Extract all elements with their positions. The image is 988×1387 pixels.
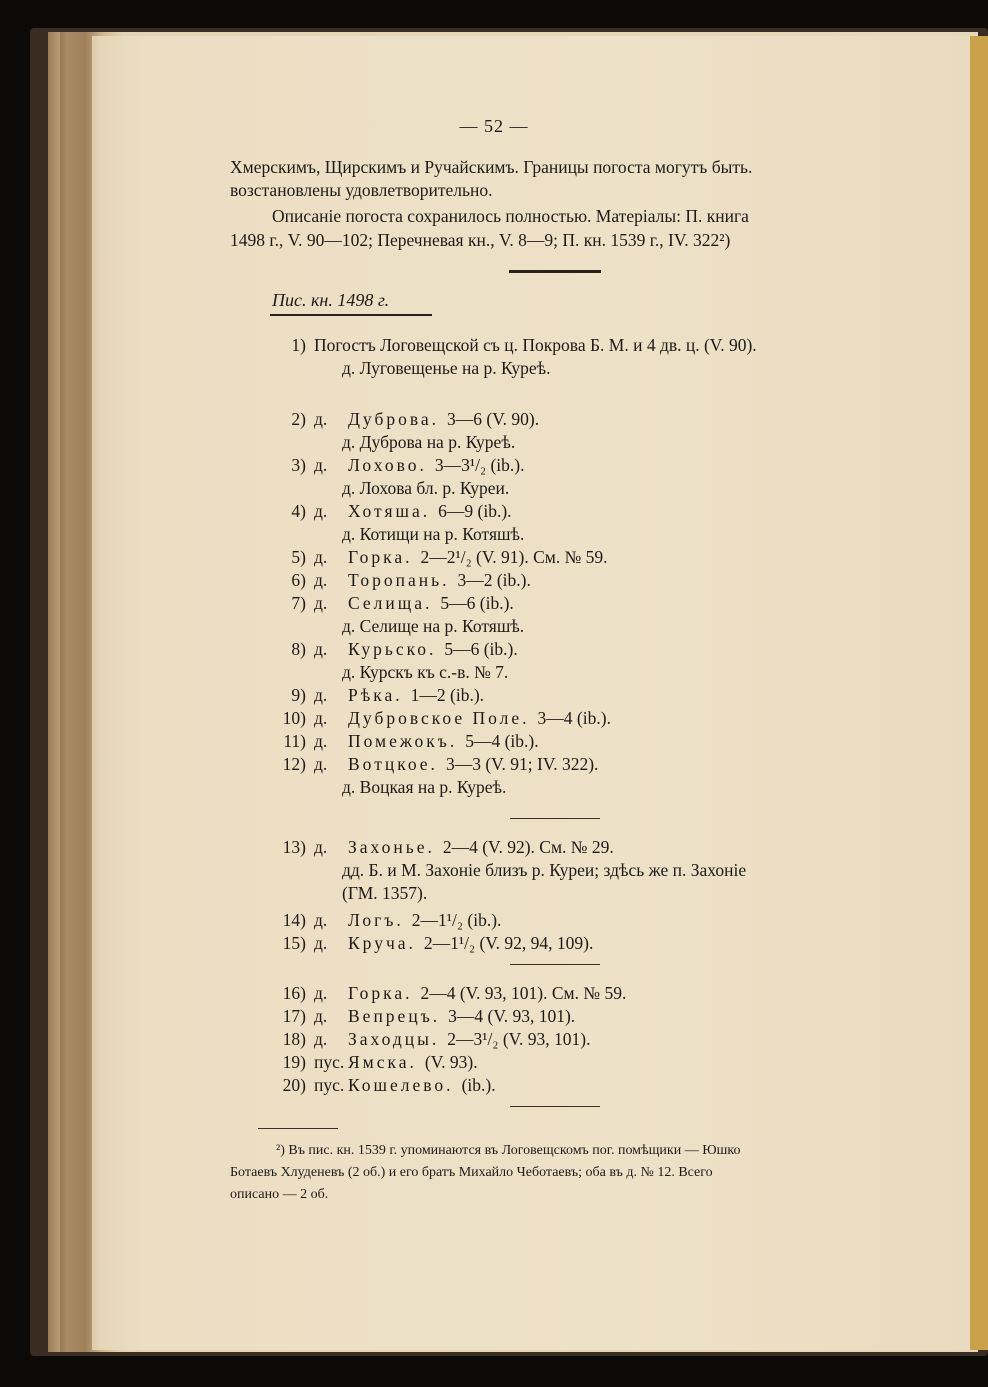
entry-number: 9) — [291, 685, 306, 705]
entry-note: д. Курскъ къ с.-в. № 7. — [342, 662, 509, 682]
group-divider — [510, 1106, 600, 1107]
entry-number: 3) — [291, 455, 306, 475]
footnote-line-3: описано — 2 об. — [230, 1187, 329, 1202]
intro-line-3: Описаніе погоста сохранилось полностью. Матеріалы: П. книга — [272, 206, 749, 226]
entry-number: 10) — [282, 708, 306, 728]
entry-number: 19) — [282, 1052, 306, 1072]
entry-name: Помежокъ. — [348, 731, 458, 751]
entry-name: Хотяша. — [348, 501, 431, 521]
entry-number: 15) — [282, 933, 306, 953]
entry-name: Лохово. — [348, 455, 427, 475]
entry-note: д. Луговещенье на р. Куреѣ. — [342, 358, 551, 378]
entry-row — [262, 1005, 575, 1028]
entry-number: 11) — [283, 731, 306, 751]
entry-kind: пус. — [314, 1052, 345, 1072]
entry-detail: 5—6 (ib.). — [444, 639, 518, 659]
entry-detail: 2—1¹/₂ (V. 92, 94, 109). — [423, 933, 594, 953]
entry-detail: 5—6 (ib.). — [440, 593, 514, 613]
entry-detail: 3—4 (V. 93, 101). — [448, 1006, 576, 1026]
entry-number: 18) — [282, 1029, 306, 1049]
section-title: Пис. кн. 1498 г. — [272, 290, 390, 310]
entry-kind: д. — [314, 570, 328, 590]
entry-detail: 5—4 (ib.). — [465, 731, 539, 751]
entry-kind: д. — [314, 547, 328, 567]
entry-name: Захонье. — [348, 837, 435, 857]
entry-row — [262, 909, 501, 932]
entry-name: Рѣка. — [348, 685, 403, 705]
entry-detail: 2—3¹/₂ (V. 93, 101). — [447, 1029, 591, 1049]
entry-kind: д. — [314, 501, 328, 521]
entry-row — [262, 836, 614, 859]
entry-detail: 3—4 (ib.). — [537, 708, 611, 728]
footnote-rule — [258, 1128, 338, 1129]
entry-number: 12) — [282, 754, 306, 774]
entry-number: 7) — [291, 593, 306, 613]
entry-number: 5) — [291, 547, 306, 567]
entry-name: Горка. — [348, 547, 413, 567]
footnote-line-2: Ботаевъ Хлуденевъ (2 об.) и его братъ Михайло Чеботаевъ; оба въ д. № 12. Всего — [230, 1165, 713, 1180]
entry-name: Горка. — [348, 983, 413, 1003]
intro-line-2: возстановлены удовлетворительно. — [230, 180, 493, 200]
page-number: — 52 — — [459, 116, 529, 136]
entry-name: Селища. — [348, 593, 433, 613]
entry-kind: д. — [314, 837, 328, 857]
gutter-shadow — [60, 32, 100, 1352]
entry-name: Торопань. — [348, 570, 450, 590]
entry-row — [262, 546, 608, 569]
entry-number: 20) — [282, 1075, 306, 1095]
section-divider — [509, 270, 601, 273]
entry-detail: 2—2¹/₂ (V. 91). См. № 59. — [420, 547, 608, 567]
entry-number: 8) — [291, 639, 306, 659]
entry-row — [262, 454, 524, 477]
entry-number: 6) — [291, 570, 306, 590]
footnote-line-1: ²) Въ пис. кн. 1539 г. упоминаются въ Логовещскомъ пог. помѣщики — Юшко — [276, 1143, 741, 1158]
entry-number: 13) — [282, 837, 306, 857]
entry-row — [262, 932, 593, 955]
entry-name: Вепрецъ. — [348, 1006, 441, 1026]
intro-line-1: Хмерскимъ, Щирскимъ и Ручайскимъ. Границы погоста могутъ быть. — [230, 157, 753, 177]
entry-name: Дубровское Поле. — [348, 708, 530, 728]
entry-name: Кошелево. — [348, 1075, 454, 1095]
entry-row — [262, 982, 626, 1005]
entry-row — [262, 684, 484, 707]
entry-note: д. Воцкая на р. Куреѣ. — [342, 777, 507, 797]
entry-note: д. Котищи на р. Котяшѣ. — [342, 524, 525, 544]
entry-note: дд. Б. и М. Захоніе близъ р. Куреи; здѣсь же п. Захоніе — [342, 860, 747, 880]
entry-kind: д. — [314, 1029, 328, 1049]
book-right-edge — [970, 36, 988, 1350]
entry-detail: 3—3¹/₂ (ib.). — [434, 455, 525, 475]
entry-number: 14) — [282, 910, 306, 930]
entry-number: 2) — [291, 409, 306, 429]
entry-detail: 6—9 (ib.). — [438, 501, 512, 521]
entry-kind: д. — [314, 910, 328, 930]
entry-kind: д. — [314, 933, 328, 953]
entry-kind: д. — [314, 409, 328, 429]
entry-name: Вотцкое. — [348, 754, 438, 774]
entry-number: 17) — [282, 1006, 306, 1026]
entry-kind: д. — [314, 708, 328, 728]
entry-name: Дуброва. — [348, 409, 440, 429]
entry-number: 1) — [291, 335, 306, 355]
entry-detail: (V. 93). — [424, 1052, 478, 1072]
entry-kind: д. — [314, 685, 328, 705]
group-divider — [510, 964, 600, 965]
entry-row — [262, 334, 757, 357]
entry-kind: д. — [314, 731, 328, 751]
entry-note: (ГМ. 1357). — [342, 883, 428, 903]
entry-row — [262, 500, 512, 523]
entry-kind: д. — [314, 593, 328, 613]
entry-kind: д. — [314, 1006, 328, 1026]
intro-line-4: 1498 г., V. 90—102; Перечневая кн., V. 8—9; П. кн. 1539 г., IV. 322²) — [230, 230, 731, 250]
entry-detail: 3—6 (V. 90). — [447, 409, 540, 429]
entry-name: Логъ. — [348, 910, 404, 930]
entry-kind: д. — [314, 455, 328, 475]
entry-note: д. Дуброва на р. Куреѣ. — [342, 432, 516, 452]
entry-row — [262, 1028, 591, 1051]
entry-name: Круча. — [348, 933, 416, 953]
section-title-underline — [270, 314, 432, 316]
entry-detail: 2—4 (V. 92). См. № 29. — [442, 837, 614, 857]
entry-row — [262, 730, 539, 753]
group-divider — [510, 818, 600, 819]
entry-kind: д. — [314, 639, 328, 659]
entry-row — [262, 408, 539, 431]
entry-number: 16) — [282, 983, 306, 1003]
entry-row — [262, 592, 514, 615]
entry-row — [262, 638, 518, 661]
entry-name: Курьско. — [348, 639, 437, 659]
entry-note: д. Лохова бл. р. Куреи. — [342, 478, 510, 498]
entry-detail: 3—2 (ib.). — [457, 570, 531, 590]
entry-detail: 2—4 (V. 93, 101). См. № 59. — [420, 983, 627, 1003]
entry-note: д. Селище на р. Котяшѣ. — [342, 616, 525, 636]
entry-name: Заходцы. — [348, 1029, 440, 1049]
entry-kind: пус. — [314, 1075, 345, 1095]
entry-row — [262, 1074, 496, 1097]
entry-row — [262, 707, 611, 730]
entry-detail: 1—2 (ib.). — [410, 685, 485, 705]
entry-name: Ямска. — [348, 1052, 417, 1072]
entry-row — [262, 753, 598, 776]
entry-detail: (ib.). — [461, 1075, 496, 1095]
entry-detail: 3—3 (V. 91; IV. 322). — [445, 754, 599, 774]
entry-row — [262, 1051, 478, 1074]
entry-row — [262, 569, 531, 592]
entry-number: 4) — [291, 501, 306, 521]
entry-text: Погостъ Логовещской съ ц. Покрова Б. М. и 4 дв. ц. (V. 90). — [314, 335, 757, 355]
entry-detail: 2—1¹/₂ (ib.). — [411, 910, 502, 930]
entry-kind: д. — [314, 983, 328, 1003]
entry-kind: д. — [314, 754, 328, 774]
